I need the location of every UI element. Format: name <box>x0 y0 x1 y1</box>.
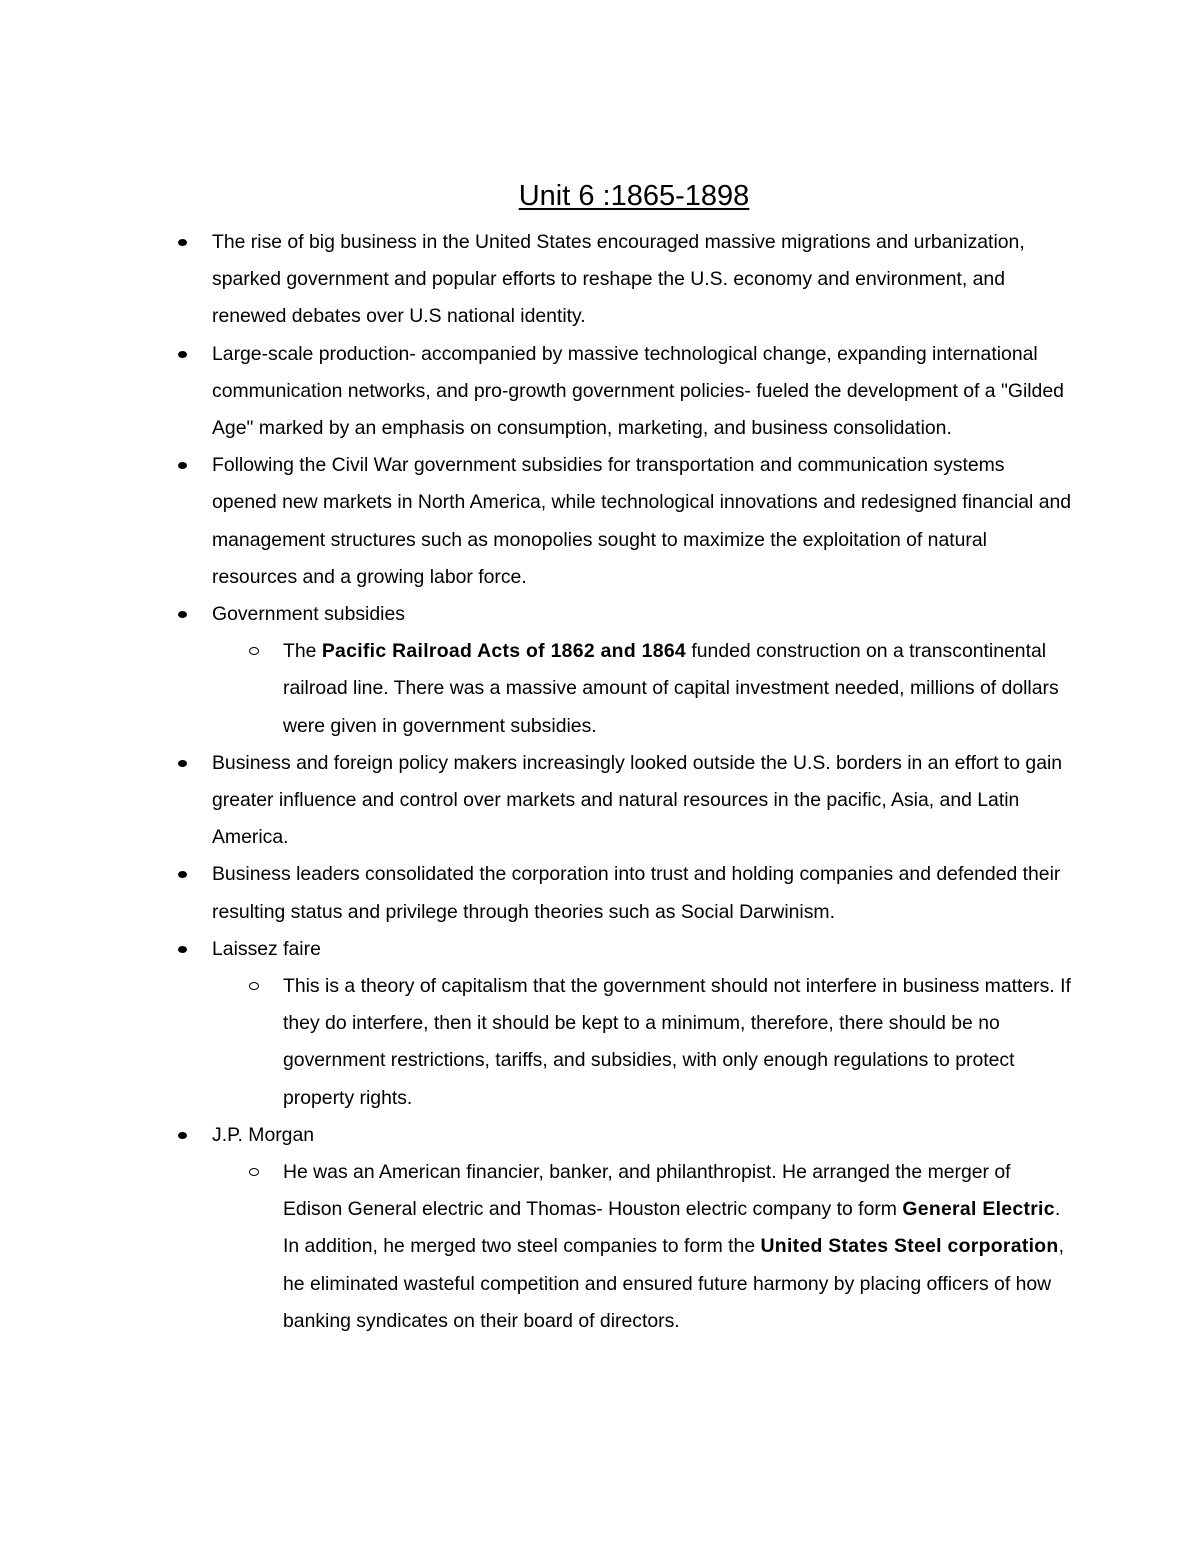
list-item <box>0 856 1072 930</box>
item-text: The rise of big business in the United States encouraged massive migrations and urbanization, sparked government and popular efforts to reshape the U.S. economy and environment, and renewed debates over U.S national identity. <box>212 231 1025 328</box>
list-item <box>0 336 1072 448</box>
hollow-bullet-icon <box>249 982 259 990</box>
hollow-bullet-icon <box>249 647 259 655</box>
list-item <box>0 224 1072 336</box>
item-text: The <box>283 640 322 663</box>
bullet-icon <box>178 871 187 878</box>
bullet-icon <box>178 462 187 469</box>
bullet-icon <box>178 611 187 618</box>
item-text: Large-scale production- accompanied by massive technological change, expanding international communication networks, and pro-growth government policies- fueled the development of a "Gilded Age" marked by an emphasis on consumption, marketing, and business consolidation. <box>212 342 1064 440</box>
list-item <box>0 1117 1072 1154</box>
bold-term: United States Steel corporation <box>760 1235 1059 1258</box>
list-item <box>0 931 1072 968</box>
sub-list-item <box>0 633 1073 745</box>
item-text: J.P. Morgan <box>212 1123 315 1146</box>
bullet-icon <box>178 760 187 767</box>
list-item <box>0 745 1072 857</box>
notes-list <box>0 224 1200 1340</box>
item-text: This is a theory of capitalism that the government should not interfere in business matters. If they do interfere, then it should be kept to a minimum, therefore, there should be no government restrictions, tariffs, and subsidies, with only enough regulations to protect property rights. <box>283 975 1071 1109</box>
bold-term: Pacific Railroad Acts of 1862 and 1864 <box>321 640 686 663</box>
list-item <box>0 447 1072 596</box>
item-text: Laissez faire <box>212 937 321 960</box>
bold-term: General Electric <box>902 1198 1055 1221</box>
item-text: funded construction on a transcontinental railroad line. There was a massive amount of capital investment needed, millions of dollars were given in government subsidies. <box>283 640 1059 737</box>
page-title: Unit 6 :1865-1898 <box>518 180 750 212</box>
bullet-icon <box>178 946 187 953</box>
sub-list-item <box>0 968 1073 1117</box>
sub-list-item <box>0 1154 1073 1340</box>
item-text: Following the Civil War government subsidies for transportation and communication systems opened new markets in North America, while technological innovations and redesigned financial and management structures such as monopolies sought to maximize the exploitation of natural resources and a growing labor force. <box>212 454 1072 588</box>
item-text: Government subsidies <box>212 603 405 626</box>
item-text: He was an American financier, banker, and philanthropist. He arranged the merger of Edison General electric and Thomas- Houston electric company to form <box>283 1161 1011 1221</box>
item-text: , he eliminated wasteful competition and ensured future harmony by placing officers of how banking syndicates on their board of directors. <box>283 1235 1064 1332</box>
item-text: . In addition, he merged two steel companies to form the <box>283 1198 1061 1258</box>
bullet-icon <box>178 239 187 246</box>
bullet-icon <box>178 351 187 358</box>
hollow-bullet-icon <box>249 1168 259 1176</box>
bullet-icon <box>178 1132 187 1139</box>
item-text: Business and foreign policy makers increasingly looked outside the U.S. borders in an effort to gain greater influence and control over markets and natural resources in the pacific, Asia, and Latin America. <box>212 751 1063 849</box>
item-text: Business leaders consolidated the corporation into trust and holding companies and defended their resulting status and privilege through theories such as Social Darwinism. <box>212 863 1061 923</box>
list-item <box>0 596 1072 633</box>
